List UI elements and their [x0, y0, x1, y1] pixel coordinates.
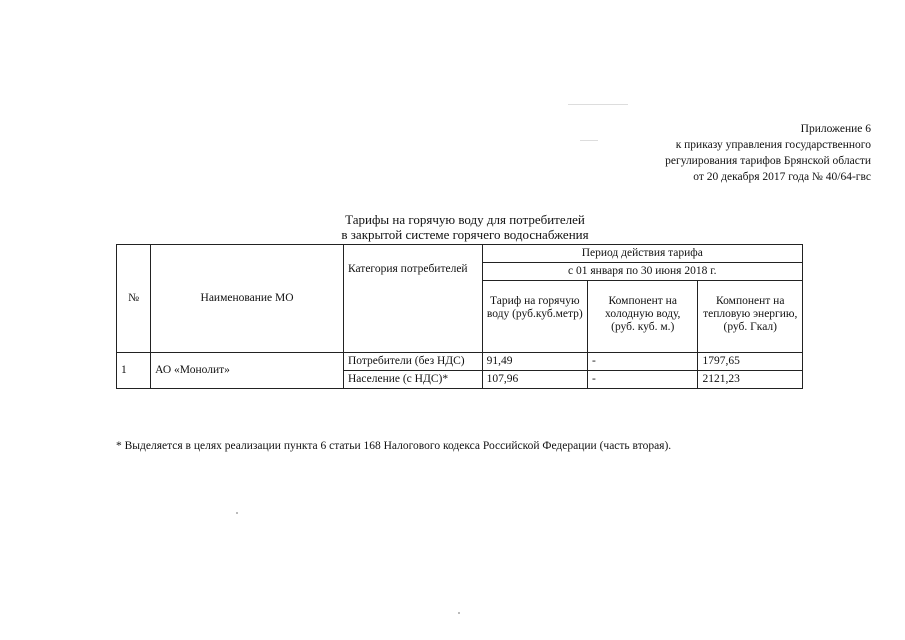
header-category: Категория потребителей [343, 245, 482, 353]
table-header-row [117, 245, 803, 263]
header-heat-component: Компонент на тепловую энергию, (руб. Гкал) [698, 281, 803, 353]
row-cold: - [588, 371, 698, 389]
appendix-line-3: регулирования тарифов Брянской области [665, 155, 871, 167]
scan-speck [568, 104, 628, 105]
row-cold: - [588, 353, 698, 371]
row-heat: 1797,65 [698, 353, 803, 371]
appendix-line-4: от 20 декабря 2017 года № 40/64-гвс [693, 171, 871, 183]
header-name: Наименование МО [151, 245, 344, 353]
header-cold-component: Компонент на холодную воду, (руб. куб. м.) [588, 281, 698, 353]
title-line-1: Тарифы на горячую воду для потребителей [345, 212, 585, 227]
appendix-line-2: к приказу управления государственного [675, 139, 871, 151]
entity-name: АО «Монолит» [151, 353, 344, 389]
scan-speck [458, 612, 460, 614]
scan-speck [236, 512, 238, 514]
header-period: Период действия тарифа [482, 245, 802, 263]
row-heat: 2121,23 [698, 371, 803, 389]
footnote: * Выделяется в целях реализации пункта 6 статьи 168 Налогового кодекса Российской Федерации (часть вторая). [116, 440, 672, 452]
header-period-dates: с 01 января по 30 июня 2018 г. [482, 263, 802, 281]
row-category: Потребители (без НДС) [343, 353, 482, 371]
appendix-line-1: Приложение 6 [800, 123, 871, 135]
header-tariff: Тариф на горячую воду (руб.куб.метр) [482, 281, 587, 353]
tariff-table [116, 244, 803, 389]
table-row [117, 353, 803, 371]
header-num: № [117, 245, 151, 353]
appendix-header [665, 121, 871, 185]
row-tariff: 107,96 [482, 371, 587, 389]
row-category: Население (с НДС)* [343, 371, 482, 389]
title-line-2: в закрытой системе горячего водоснабжения [341, 227, 589, 242]
document-title [300, 212, 630, 242]
scan-speck [580, 140, 598, 141]
entity-num: 1 [117, 353, 151, 389]
row-tariff: 91,49 [482, 353, 587, 371]
